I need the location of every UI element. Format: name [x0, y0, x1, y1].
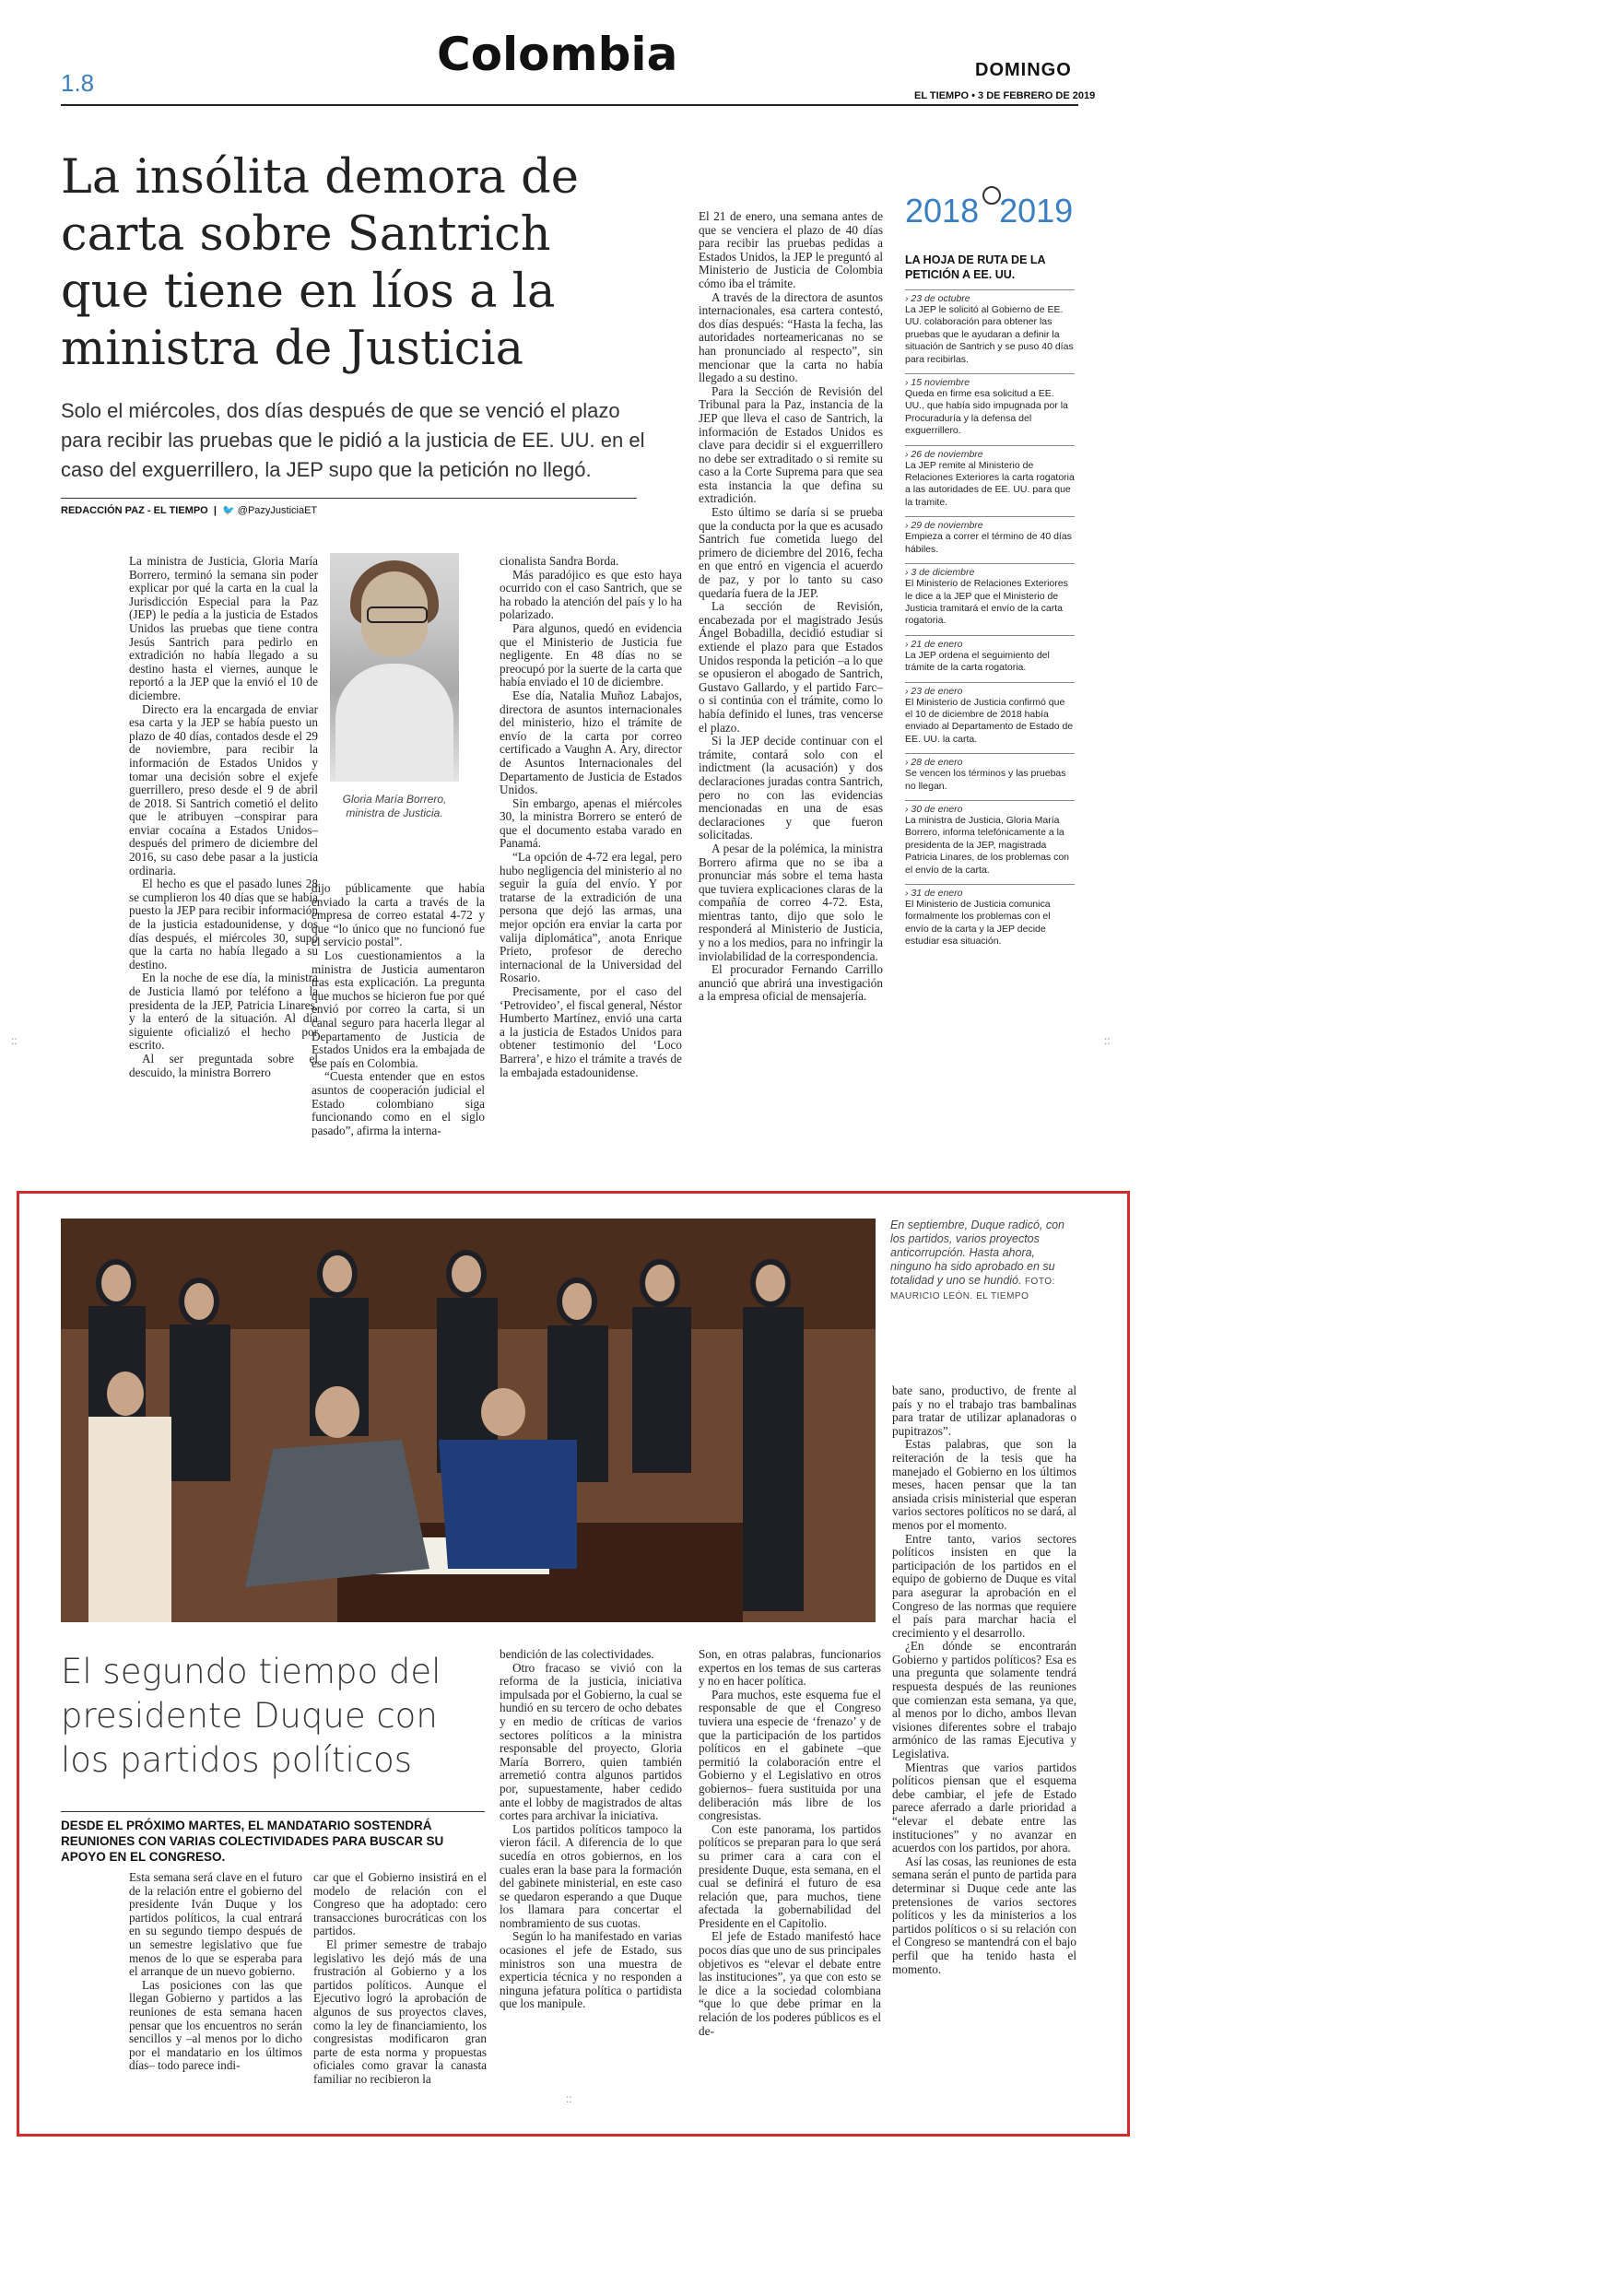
timeline-years [905, 192, 1075, 230]
paragraph: Para la Sección de Revisión del Tribunal para la Paz, instancia de la JEP que lleva el caso de Santrich, la información de Estados Unidos es clave para decidir si el exguerrillero no debe ser extraditado o si remite su caso a la Corte Suprema para que sea esta instancia la que defina su extradición. [699, 383, 883, 506]
paragraph: Esto último se daría si se prueba que la conducta por la que es acusado Santrich fue cometida luego del primero de diciembre del 2016, fecha en que entró en vigencia el acuerdo de paz, y por lo tanto su caso quedaría fuera de la JEP. [699, 505, 883, 600]
article1-col4 [699, 210, 883, 1004]
paragraph: La ministra de Justicia, Gloria María Borrero, terminó la semana sin poder explicar por qué la carta en la cual la Jurisdicción Especial para la Paz (JEP) le pedía a la justicia de Estados Unidos las pruebas que tiene contra Jesús Santrich para pedirlo en extradición no había llegado a su destino hasta el viernes, aunque le reportó a la JEP que la envió el 10 de diciembre. [129, 554, 318, 702]
timeline-entry [905, 635, 1075, 675]
paragraph: car que el Gobierno insistirá en el modelo de relación con el Congreso que ha adoptado: cero transacciones burocráticas con los partidos. [313, 1870, 487, 1938]
article2-headline: El segundo tiempo del presidente Duque con los partidos políticos [61, 1652, 441, 1780]
paragraph: Directo era la encargada de enviar esa carta y la JEP se había puesto un plazo de 40 días, contados desde el 29 de noviembre, para recibir la información de Estados Unidos y tomar una decisión sobre el exjefe guerrillero, preso desde el 9 de abril de 2018. Si Santrich cometió el delito que le atribuyen –conspirar para enviar cocaína a Estados Unidos– después del primero de diciembre del 2016, su caso debe pasar a la justicia ordinaria. [129, 701, 318, 877]
year-start: 2018 [905, 192, 980, 230]
timeline-entry [905, 800, 1075, 877]
timeline-entry [905, 563, 1075, 628]
year-end: 2019 [999, 192, 1074, 230]
paragraph: El primer semestre de trabajo legislativo les dejó más de una frustración al Gobierno y a los partidos políticos. Aunque el Ejecutivo logró la aprobación de algunos de sus proyectos claves, como la ley de financiamiento, los congresistas modificaron gran parte de esta norma y propuestas oficiales como gravar la canasta familiar no recibieron la [313, 1937, 487, 2086]
article1-col1 [129, 555, 318, 1079]
paragraph: El hecho es que el pasado lunes 28 se cumplieron los 40 días que se había puesto la JEP para recibir información de la justicia estadounidense, y dos días después, el miércoles 30, supo que la carta no había llegado a su destino. [129, 877, 318, 971]
paragraph: A pesar de la polémica, la ministra Borrero afirma que no se iba a pronunciar más sobre el tema hasta que tuviera explicaciones claras de la compañía de correo 4-72. Esta, mientras tanto, dijo que solo le responderá al Ministerio de Justicia, y no a los medios, para no infringir la inviolabilidad de la correspondencia. [699, 841, 883, 963]
article1-col3 [500, 555, 682, 1079]
timeline-text: La JEP ordena el seguimiento del trámite de la carta rogatoria. [905, 649, 1050, 674]
paragraph: Ese día, Natalia Muñoz Labajos, directora de asuntos internacionales del ministerio, hizo el trámite de envío de la carta por correo certificado a Vaughn A. Ary, director de Asuntos Internacionales del Departamento de Justicia de Estados Unidos. [500, 688, 682, 797]
article2-photo-caption [890, 1219, 1065, 1303]
timeline-text: La ministra de Justicia, Gloria María Borrero, informa telefónicamente a la presidenta de la JEP, magistrada Patricia Linares, de los problemas con el envío de la carta. [905, 814, 1070, 876]
paragraph: En la noche de ese día, la ministra de Justicia llamó por teléfono a la presidenta de la JEP, Patricia Linares, y la enteró de la situación. Al día siguiente oficializó el hecho por escrito. [129, 971, 318, 1053]
paragraph: Entre tanto, varios sectores políticos insisten en que la participación de los partidos en el equipo de gobierno de Duque es vital para asegurar la aprobación en el Congreso de las normas que requiere el país para marchar hacia el crecimiento y el desarrollo. [892, 1531, 1076, 1640]
paragraph: Para muchos, este esquema fue el responsable de que el Congreso tuviera una especie de ‘frenazo’ y de que la participación de los partidos políticos en el gabinete –que permitió la colaboración entre el Gobierno y el Legislativo en otros gobiernos– fuera sustituida por una deliberación más libre de los congresistas. [699, 1687, 881, 1823]
timeline-entry [905, 373, 1075, 438]
timeline-title: LA HOJA DE RUTA DE LA PETICIÓN A EE. UU. [905, 253, 1046, 281]
timeline-entry [905, 516, 1075, 556]
timeline-entry [905, 753, 1075, 793]
article2-col3 [500, 1648, 682, 2011]
article2-col2 [313, 1871, 487, 2087]
byline-handle: @PazyJusticiaET [237, 505, 318, 516]
paragraph: Más paradójico es que esto haya ocurrido con el caso Santrich, que se ha robado la atención del país y lo ha polarizado. [500, 567, 682, 622]
paragraph: Según lo ha manifestado en varias ocasiones el jefe de Estado, sus ministros son una muestra de experticia técnica y no responden a ninguna jefatura política o partidista que los manipule. [500, 1929, 682, 2011]
duque-photo-illustration [61, 1219, 876, 1622]
timeline-text: Empieza a correr el término de 40 días hábiles. [905, 531, 1072, 555]
paragraph: El 21 de enero, una semana antes de que se venciera el plazo de 40 días para recibir las pruebas pedidas a Estados Unidos, la JEP le preguntó al Ministerio de Justicia de Colombia cómo iba el trámite. [699, 209, 883, 290]
timeline-date: › 28 de enero [905, 757, 963, 769]
paragraph: El procurador Fernando Carrillo anunció que abrirá una investigación a la empresa oficial de mensajería. [699, 962, 883, 1004]
timeline-text: El Ministerio de Relaciones Exteriores le dice a la JEP que el Ministerio de Justicia tramitará el envío de la carta rogatoria. [905, 578, 1068, 627]
header-rule [61, 104, 1078, 106]
timeline-date: › 3 de diciembre [905, 567, 975, 579]
paragraph: Los cuestionamientos a la ministra de Justicia aumentaron tras esta explicación. La pregunta que muchos se hicieron fue por qué envió por correo la carta, si un canal seguro para hacerla llegar al Departamento de Justicia de Estados Unidos era la embajada de ese país en Colombia. [312, 948, 485, 1070]
paragraph: “La opción de 4-72 era legal, pero hubo negligencia del ministerio al no seguir la guía del envío. Y por tratarse de la extradición de una persona que dejó las armas, una mejor opción era enviar la carta por valija diplomática”, anota Enrique Prieto, profesor de derecho internacional de la Universidad del Rosario. [500, 850, 682, 985]
paragraph: Son, en otras palabras, funcionarios expertos en los temas de sus carteras y no en hacer política. [699, 1647, 881, 1689]
timeline-text: Se vencen los términos y las pruebas no llegan. [905, 768, 1066, 792]
section-title: Colombia [437, 28, 678, 81]
page-number: 1.8 [61, 69, 95, 97]
paragraph: “Cuesta entender que en estos asuntos de cooperación judicial el Estado colombiano siga funcionando como en el siglo pasado”, afirma la interna- [312, 1069, 485, 1137]
twitter-icon: 🐦 [222, 505, 235, 516]
timeline-date: › 26 de noviembre [905, 448, 983, 460]
paragraph: Las posiciones con las que llegan Gobierno y partidos a las reuniones de esta semana hacen pensar que los encuentros no serán sencillos y –al menos por lo dicho por el mandatario en los últimos días– todo parece indi- [129, 1977, 302, 2073]
paragraph: El jefe de Estado manifestó hace pocos días que uno de sus principales objetivos es “elevar el debate entre las instituciones”, ya que con esto se le dice a la sociedad colombiana “que lo que debe primar en la relación de los poderes públicos es el de- [699, 1929, 881, 2038]
paragraph: Con este panorama, los partidos políticos se preparan para lo que será su primer cara a cara con el presidente Duque, esta semana, en el cual se definirá el futuro de esa relación que, para muchos, tiene afectada la gobernabilidad del Presidente en el Capitolio. [699, 1821, 881, 1930]
paragraph: bendición de las colectividades. [500, 1647, 654, 1661]
registration-mark-right: :: [1104, 1034, 1111, 1047]
timeline-entry [905, 884, 1075, 948]
paragraph: bate sano, productivo, de frente al país y no el trabajo tras bambalinas para tratar de utilizar aplanadoras o pupitrazos”. [892, 1383, 1076, 1438]
paragraph: Precisamente, por el caso del ‘Petrovideo’, el fiscal general, Néstor Humberto Martínez, envió una carta a la justicia de Estados Unidos para obtener testimonio del ‘Loco Barrera’, e hizo el trámite a través de la embajada estadounidense. [500, 984, 682, 1079]
timeline-date: › 29 de noviembre [905, 520, 983, 532]
paragraph: Los partidos políticos tampoco la vieron fácil. A diferencia de lo que sucedía en otros gobiernos, en los cuales eran la base para la formación del gabinete ministerial, en este caso se quedaron esperando a que Duque los llamara para concertar el nombramiento de sus cuotas. [500, 1821, 682, 1930]
article1-lead: Solo el miércoles, dos días después de que se venció el plazo para recibir las pruebas que le pidió a la justicia de EE. UU. en el caso del exguerrillero, la JEP supo que la petición no llegó. [61, 399, 645, 481]
paragraph: Si la JEP decide continuar con el trámite, contará solo con el indictment (la acusación) y dos declaraciones juradas contra Santrich, pero no con las evidencias mencionadas en una de esas declaraciones y que fueron solicitadas. [699, 734, 883, 842]
clock-icon [982, 186, 1001, 205]
timeline-text: La JEP remite al Ministerio de Relaciones Exteriores la carta rogatoria a las autoridades de EE. UU. para que la tramite. [905, 459, 1075, 508]
article1-headline: La insólita demora de carta sobre Santrich que tiene en líos a la ministra de Justicia [61, 150, 579, 376]
article2-col1 [129, 1871, 302, 2073]
timeline-date: › 31 de enero [905, 888, 963, 899]
caption-text: En septiembre, Duque radicó, con los partidos, varios proyectos anticorrupción. Hasta ahora, ninguno ha sido aprobado en su totalidad y uno se hundió. [890, 1219, 1064, 1287]
paragraph: Mientras que varios partidos políticos piensan que el esquema debe cambiar, el jefe de Estado parece aferrado a darle prioridad a “elevar el debate entre las instituciones” y no avanzar en acuerdos con los partidos, por ahora. [892, 1760, 1076, 1855]
timeline-text: El Ministerio de Justicia confirmó que el 10 de diciembre de 2018 había enviado al Departamento de Estado de EE. UU. la carta. [905, 696, 1074, 745]
timeline-entry [905, 682, 1075, 747]
paragraph: Estas palabras, que son la reiteración de la tesis que ha manejado el Gobierno en los últimos meses, hacen pensar que la tan ansiada crisis ministerial que esperan varios sectores políticos no se dará, al menos por el momento. [892, 1437, 1076, 1532]
paragraph: dijo públicamente que había enviado la carta a través de la empresa de correo estatal 4-72 y que “lo único que no funcionó fue el servicio postal”. [312, 881, 485, 949]
header-date: EL TIEMPO • 3 DE FEBRERO DE 2019 [914, 90, 1096, 101]
paragraph: Otro fracaso se vivió con la reforma de la justicia, iniciativa impulsada por el Gobierno, la cual se hundió en su tercero de ocho debates y en medio de críticas de varios sectores políticos a la ministra responsable del proyecto, Gloria María Borrero, quien también arremetió contra algunos partidos por, supuestamente, haber cedido ante el lobby de magistrados de altas cortes para archivar la iniciativa. [500, 1660, 682, 1823]
timeline-entry [905, 289, 1075, 366]
timeline-date: › 23 de octubre [905, 293, 970, 304]
duque-photo [61, 1219, 876, 1622]
timeline-entry [905, 445, 1075, 510]
timeline-text: Queda en firme esa solicitud a EE. UU., que había sido impugnada por la Procuraduría y la defensa del exguerrillero. [905, 388, 1068, 437]
paragraph: Esta semana será clave en el futuro de la relación entre el gobierno del presidente Iván Duque y los partidos políticos, la cual entrará en su segundo tiempo después de un semestre legislativo que fue menos de lo que se esperaba para el arranque de un nuevo gobierno. [129, 1870, 302, 1979]
timeline-date: › 23 de enero [905, 685, 963, 697]
article2-col5 [892, 1384, 1076, 1976]
paragraph: ¿En dónde se encontrarán Gobierno y partidos políticos? Esa es una pregunta que solamente tendrá respuesta después de las reuniones que comienzan esta semana, ya que, al menos por lo dicho, ambos llevan visiones diferentes sobre el trabajo armónico de las ramas Ejecutiva y Legislativa. [892, 1639, 1076, 1761]
photo-caption: Gloria María Borrero, ministra de Justicia. [342, 793, 447, 819]
registration-mark-left: :: [11, 1034, 18, 1047]
paragraph: La sección de Revisión, encabezada por el magistrado Jesús Ángel Bobadilla, decidió estudiar si extiende el plazo para que Estados Unidos responda la petición –a lo que se opusieron el abogado de Santrich, Gustavo Gallardo, y el partido Farc– o si continúa con el trámite, como lo había definido el lunes, tras vencerse el plazo. [699, 599, 883, 735]
article2-col4 [699, 1648, 881, 2038]
byline-text: REDACCIÓN PAZ - EL TIEMPO [61, 505, 208, 516]
paragraph: A través de la directora de asuntos internacionales, esa cartera contestó, dos días después: “Hasta la fecha, las autoridades norteamericanas no se han pronunciado al respecto”, sin mencionar que la carta no había llegado a su destino. [699, 289, 883, 385]
paragraph: Sin embargo, apenas el miércoles 30, la ministra Borrero se enteró de que el documento estaba varado en Panamá. [500, 795, 682, 851]
timeline-sidebar [905, 192, 1075, 948]
header-day: DOMINGO [975, 60, 1072, 80]
registration-mark-bottom: :: [566, 2092, 572, 2105]
paragraph: Así las cosas, las reuniones de esta semana serán el punto de partida para determinar si Duque cede ante las pretensiones de varios sectores políticos y les da ministerios a los partidos políticos o si su relación con el Congreso se mantendrá con el bajo perfil que ha tenido hasta el momento. [892, 1854, 1076, 1976]
paragraph: Al ser preguntada sobre el descuido, la ministra Borrero [129, 1051, 318, 1079]
timeline-text: El Ministerio de Justicia comunica formalmente los problemas con el envío de la carta y la JEP decide estudiar esa situación. [905, 899, 1051, 948]
timeline-date: › 15 noviembre [905, 377, 970, 389]
paragraph: Para algunos, quedó en evidencia que el Ministerio de Justicia fue negligente. En 48 días no se preocupó por la suerte de la carta que había enviado el 10 de diciembre. [500, 620, 682, 689]
article2-subhead: DESDE EL PRÓXIMO MARTES, EL MANDATARIO SOSTENDRÁ REUNIONES CON VARIAS COLECTIVIDADES PARA BUSCAR SU APOYO EN EL CONGRESO. [61, 1811, 485, 1865]
timeline-list [905, 289, 1075, 948]
photo-credit: FOTO: MAURICIO LEÓN. EL TIEMPO [890, 1277, 1055, 1301]
minister-photo [330, 553, 459, 782]
timeline-date: › 21 de enero [905, 638, 963, 650]
byline-rule [61, 498, 637, 499]
timeline-date: › 30 de enero [905, 803, 963, 815]
timeline-text: La JEP le solicitó al Gobierno de EE. UU. colaboración para obtener las pruebas que le ayudaran a definir la situación de Santrich y se puso 40 días para recibirlas. [905, 304, 1074, 365]
article1-byline: REDACCIÓN PAZ - EL TIEMPO | 🐦 @PazyJusticiaET [61, 505, 318, 516]
paragraph: cionalista Sandra Borda. [500, 554, 619, 568]
article1-col2 [312, 882, 485, 1137]
